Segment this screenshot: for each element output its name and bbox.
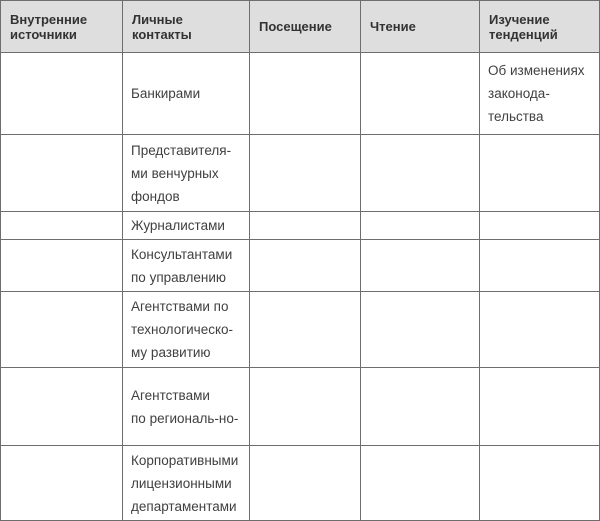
cell-reading	[361, 368, 480, 446]
header-trends	[480, 1, 600, 53]
table-row	[1, 240, 600, 292]
cell-line: Банкирами	[131, 86, 201, 101]
cell-personal-contacts	[123, 53, 250, 135]
cell-line: по региональ-но-	[131, 410, 239, 426]
header-visits	[250, 1, 361, 53]
cell-personal-contacts	[123, 368, 250, 446]
cell-trends	[480, 368, 600, 446]
cell-reading	[361, 135, 480, 212]
cell-line: Об изменениях	[488, 63, 585, 78]
cell-line: по управлению	[131, 269, 227, 285]
header-internal-sources	[1, 1, 123, 53]
cell-internal-sources	[1, 53, 123, 135]
cell-line: Корпоративными	[131, 452, 239, 468]
cell-internal-sources	[1, 212, 123, 240]
cell-line: му развитию	[131, 345, 211, 360]
header-line: Чтение	[370, 19, 416, 34]
header-line: Изучение	[489, 11, 550, 27]
table-row	[1, 292, 600, 368]
cell-visits	[250, 292, 361, 368]
cell-visits	[250, 135, 361, 212]
cell-internal-sources	[1, 292, 123, 368]
header-row	[1, 1, 600, 53]
cell-line: Представителя-	[131, 142, 232, 158]
cell-reading	[361, 212, 480, 240]
cell-line: тельства	[488, 109, 544, 124]
cell-personal-contacts	[123, 446, 250, 521]
table-row	[1, 212, 600, 240]
header-personal-contacts	[123, 1, 250, 53]
table-row	[1, 446, 600, 521]
cell-visits	[250, 212, 361, 240]
cell-internal-sources	[1, 240, 123, 292]
table-row	[1, 53, 600, 135]
cell-personal-contacts	[123, 240, 250, 292]
header-line: Посещение	[259, 19, 332, 34]
header-line: Личные	[132, 11, 183, 27]
cell-reading	[361, 53, 480, 135]
cell-personal-contacts	[123, 292, 250, 368]
table-header	[1, 1, 600, 53]
cell-visits	[250, 240, 361, 292]
cell-trends	[480, 292, 600, 368]
cell-internal-sources	[1, 135, 123, 212]
cell-trends	[480, 212, 600, 240]
cell-line: законода-	[488, 86, 550, 101]
cell-visits	[250, 53, 361, 135]
cell-line: Консультантами	[131, 246, 233, 262]
cell-trends	[480, 135, 600, 212]
cell-line: фондов	[131, 188, 180, 204]
cell-reading	[361, 240, 480, 292]
cell-line: технологическо-	[131, 322, 234, 337]
cell-visits	[250, 368, 361, 446]
header-line: Внутренние	[10, 11, 88, 27]
cell-line: Журналистами	[131, 218, 225, 233]
cell-personal-contacts	[123, 135, 250, 212]
cell-reading	[361, 292, 480, 368]
cell-trends	[480, 240, 600, 292]
header-line: источники	[10, 26, 77, 42]
cell-internal-sources	[1, 446, 123, 521]
header-reading	[361, 1, 480, 53]
header-line: контакты	[132, 26, 192, 42]
table-body	[1, 53, 600, 521]
cell-trends	[480, 446, 600, 521]
header-line: тенденций	[489, 26, 558, 42]
table-row	[1, 135, 600, 212]
cell-line: лицензионными	[131, 475, 232, 491]
cell-visits	[250, 446, 361, 521]
cell-trends	[480, 53, 600, 135]
table-row	[1, 368, 600, 446]
cell-line: Агентствами по	[131, 299, 229, 314]
cell-line: департаментами	[131, 498, 237, 514]
cell-line: Агентствами	[131, 387, 210, 403]
cell-line: ми венчурных	[131, 165, 219, 181]
cell-personal-contacts	[123, 212, 250, 240]
cell-reading	[361, 446, 480, 521]
cell-internal-sources	[1, 368, 123, 446]
